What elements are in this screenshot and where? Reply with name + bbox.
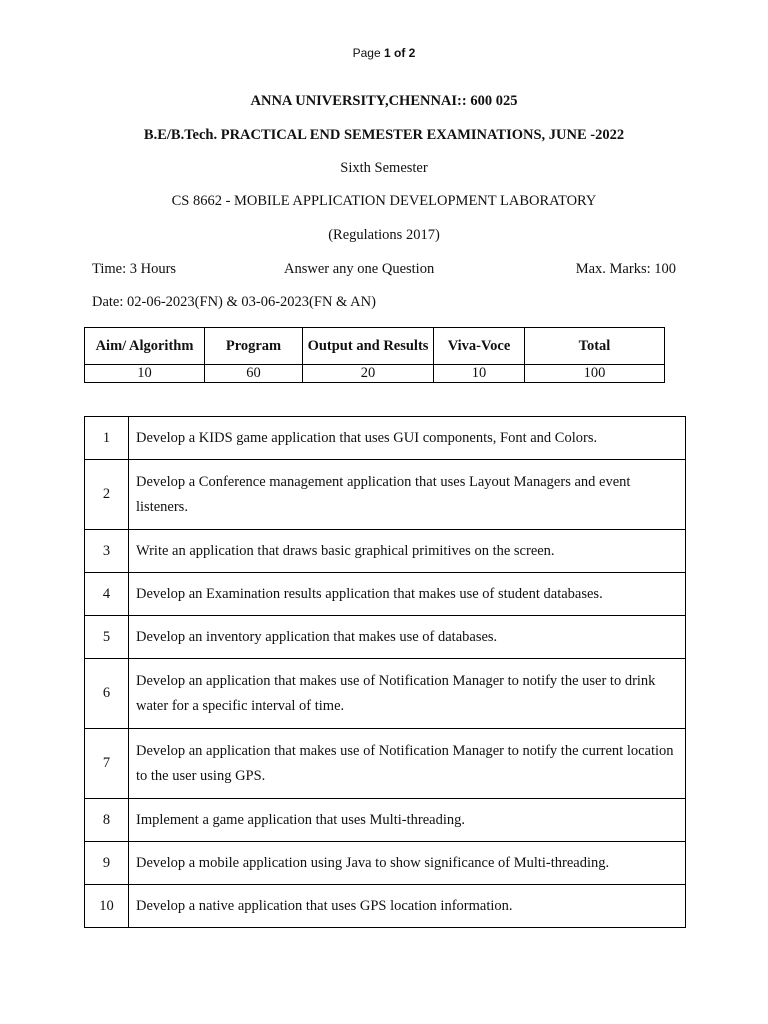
question-text: Develop a native application that uses GPS location information.: [129, 885, 686, 928]
question-number: 9: [85, 842, 129, 885]
question-text: Implement a game application that uses Multi-threading.: [129, 799, 686, 842]
question-text: Develop a mobile application using Java to show significance of Multi-threading.: [129, 842, 686, 885]
marks-value-cell: 10: [434, 365, 525, 383]
exam-info-row: [92, 261, 676, 281]
marks-header-cell: Viva-Voce: [434, 328, 525, 365]
question-number: 8: [85, 799, 129, 842]
question-row: [85, 842, 686, 885]
question-text: Develop an inventory application that makes use of databases.: [129, 616, 686, 659]
question-text: Develop an application that makes use of Notification Manager to notify the current location to the user using GPS.: [129, 729, 686, 799]
question-number: 2: [85, 460, 129, 530]
marks-value-cell: 20: [303, 365, 434, 383]
question-number: 4: [85, 573, 129, 616]
marks-header-row: [85, 328, 665, 365]
marks-distribution-table: [84, 327, 665, 383]
question-row: [85, 885, 686, 928]
course-title: CS 8662 - MOBILE APPLICATION DEVELOPMENT LABORATORY: [171, 193, 597, 209]
question-number: 7: [85, 729, 129, 799]
marks-header-cell: Aim/ Algorithm: [85, 328, 205, 365]
question-row: [85, 573, 686, 616]
question-row: [85, 530, 686, 573]
question-text: Develop an application that makes use of Notification Manager to notify the user to drink water for a specific interval of time.: [129, 659, 686, 729]
university-title: ANNA UNIVERSITY,CHENNAI:: 600 025: [250, 93, 518, 109]
question-number: 1: [85, 417, 129, 460]
questions-table: [84, 416, 686, 928]
question-number: 10: [85, 885, 129, 928]
marks-header-cell: Total: [525, 328, 665, 365]
marks-value-cell: 10: [85, 365, 205, 383]
time-label: Time: 3 Hours: [92, 261, 177, 277]
semester-label: Sixth Semester: [340, 160, 428, 176]
question-text: Develop a Conference management application that uses Layout Managers and event listeners.: [129, 460, 686, 530]
marks-header-cell: Output and Results: [303, 328, 434, 365]
regulations-label: (Regulations 2017): [328, 227, 440, 243]
question-row: [85, 729, 686, 799]
marks-header-cell: Program: [205, 328, 303, 365]
question-text: Develop a KIDS game application that uses GUI components, Font and Colors.: [129, 417, 686, 460]
marks-value-row: [85, 365, 665, 383]
question-number: 3: [85, 530, 129, 573]
question-row: [85, 799, 686, 842]
question-text: Develop an Examination results application that makes use of student databases.: [129, 573, 686, 616]
date-label: Date: 02-06-2023(FN) & 03-06-2023(FN & AN): [92, 294, 376, 310]
question-number: 6: [85, 659, 129, 729]
question-row: [85, 417, 686, 460]
instruction-label: Answer any one Question: [284, 261, 435, 277]
max-marks-label: Max. Marks: 100: [575, 261, 676, 277]
question-row: [85, 616, 686, 659]
question-row: [85, 659, 686, 729]
page-number: Page 1 of 2: [352, 46, 416, 60]
marks-value-cell: 60: [205, 365, 303, 383]
question-text: Write an application that draws basic graphical primitives on the screen.: [129, 530, 686, 573]
question-row: [85, 460, 686, 530]
marks-value-cell: 100: [525, 365, 665, 383]
exam-title: B.E/B.Tech. PRACTICAL END SEMESTER EXAMINATIONS, JUNE -2022: [143, 127, 625, 143]
question-number: 5: [85, 616, 129, 659]
